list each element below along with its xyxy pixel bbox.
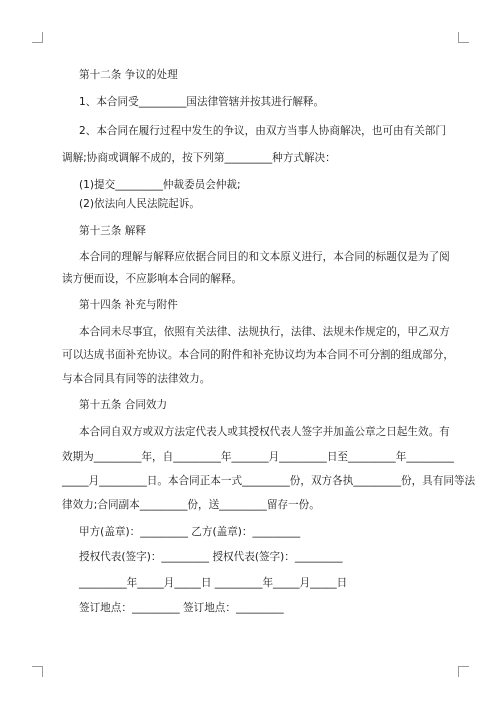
signature-representative-line: 授权代表(签字)：_________ 授权代表(签字)：_________ [79,551,343,563]
signature-seal-line: 甲方(盖章)：_________ 乙方(盖章)：_________ [79,526,301,538]
article-13-body: 本合同的理解与解释应依据合同目的和文本原义进行，本合同的标题仅是为了阅 [79,251,450,263]
article-12-clause-2-cont: 调解;协商或调解不成的，按下列第_________种方式解决： [62,152,336,164]
article-15-body-cont-3: 律效力;合同副本_________份，送_________留存一份。 [62,499,320,511]
article-15-body-cont-1: 效期为_________年，自_________年_______月_________日至_________年_________ [62,451,454,463]
article-13-heading: 第十三条 解释 [79,225,146,237]
article-12-option-1: (1)提交_________仲裁委员会仲裁; [79,179,241,191]
crop-mark-top-right [458,32,469,43]
article-15-body: 本合同自双方或双方法定代表人或其授权代表人签字并加盖公章之日起生效。有 [79,426,450,438]
article-14-heading: 第十四条 补充与附件 [79,299,178,311]
article-14-body-cont-1: 可以达成书面补充协议。本合同的附件和补充协议均为本合同不可分割的组成部分， [62,349,454,361]
crop-mark-bottom-left [32,666,43,677]
article-14-body-cont-2: 与本合同具有同等的法律效力。 [62,373,211,385]
article-15-heading: 第十五条 合同效力 [79,399,168,411]
crop-mark-top-left [32,32,43,43]
crop-mark-bottom-right [458,666,469,677]
signature-date-line: _________年_____月_____日 _________年_____月_____日 [79,577,348,589]
article-12-option-2: (2)依法向人民法院起诉。 [79,198,200,210]
article-15-body-cont-2: _____月_________日。本合同正本一式_________份，双方各执_________份，具有同等法 [62,475,476,487]
article-14-body: 本合同未尽事宜，依照有关法律、法规执行，法律、法规未作规定的，甲乙双方 [79,326,450,338]
article-13-body-cont: 读方便而设，不应影响本合同的解释。 [62,273,243,285]
article-12-clause-1: 1、本合同受_________国法律管辖并按其进行解释。 [79,96,325,108]
article-12-heading: 第十二条 争议的处理 [79,69,178,81]
article-12-clause-2: 2、本合同在履行过程中发生的争议，由双方当事人协商解决，也可由有关部门 [79,125,446,137]
signing-place-line: 签订地点：_________ 签订地点：_________ [79,602,284,614]
